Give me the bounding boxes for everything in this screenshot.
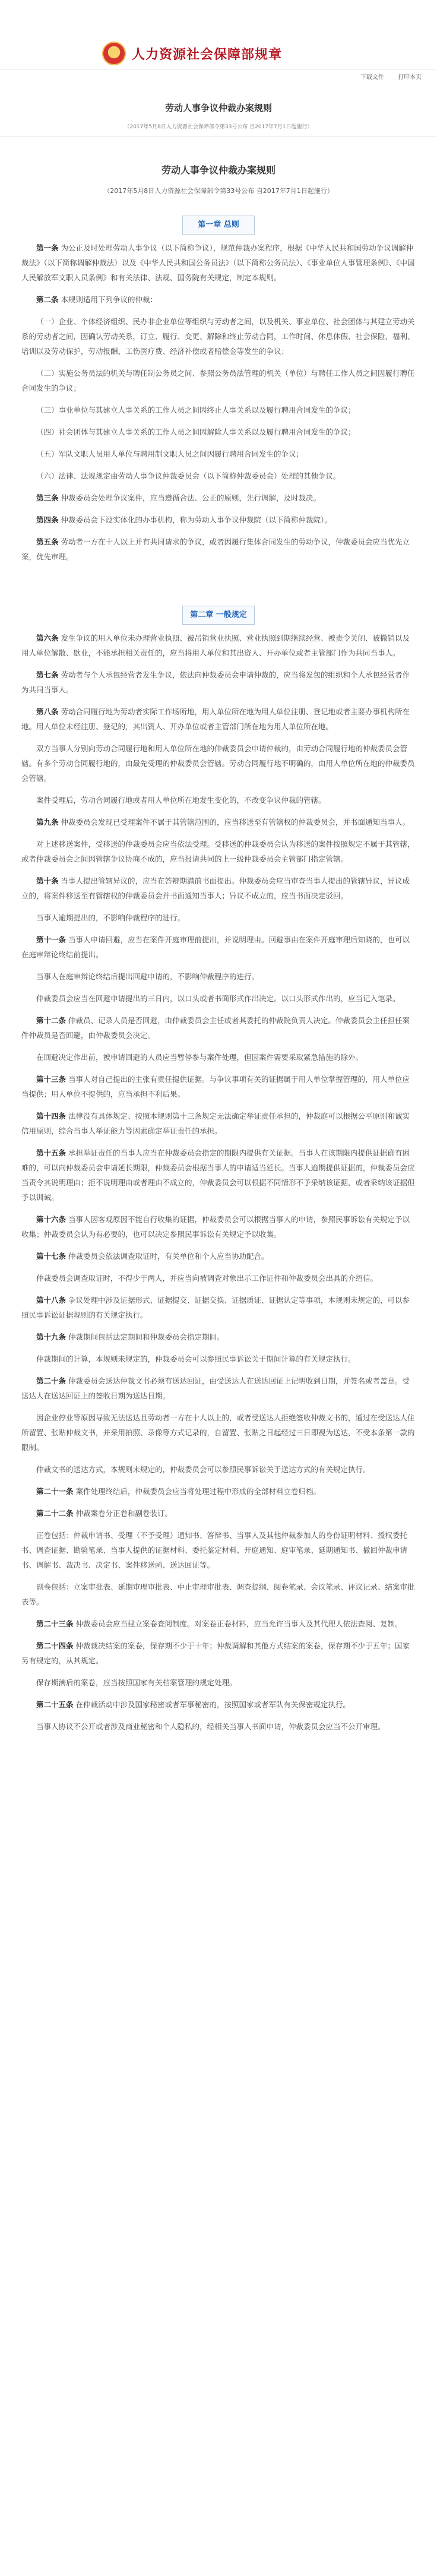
article-number: 第四条 <box>36 515 59 524</box>
article-paragraph <box>21 667 416 697</box>
paragraph-text: 当事人对自己提出的主张有责任提供证据。与争议事项有关的证据属于用人单位掌握管理的，用人单位应当提供；用人单位不提供的，应当承担不利后果。 <box>21 1075 410 1099</box>
article-number: 第二十条 <box>36 1376 66 1385</box>
paragraph-text: 案件处理终结后，仲裁委员会应当将处理过程中形成的全部材料立卷归档。 <box>75 1487 321 1496</box>
article-paragraph <box>21 1462 416 1477</box>
paragraph-text: 仲裁委员会应当在回避申请提出的三日内，以口头或者书面形式作出决定。以口头形式作出的，应当记入笔录。 <box>36 994 400 1003</box>
paragraph-text: 仲裁委员会依法调查取证时，有关单位和个人应当协助配合。 <box>68 1252 269 1261</box>
article-paragraph <box>21 1293 416 1322</box>
article-paragraph <box>21 512 416 527</box>
paragraph-text: 当事人协议不公开或者涉及商业秘密和个人隐私的，经相关当事人书面申请，仲裁委员会应当不公开审理。 <box>36 1722 385 1731</box>
article-paragraph <box>21 910 416 925</box>
article-source: （2017年5月8日人力资源社会保障部令第33号公布 自2017年7月1日起施行） <box>103 187 334 195</box>
article-paragraph <box>21 1484 416 1499</box>
article-paragraph <box>21 425 416 439</box>
article-paragraph <box>21 741 416 786</box>
paragraph-text: 当事人在庭审辩论终结后提出回避申请的，不影响仲裁程序的进行。 <box>36 972 259 981</box>
article-paragraph <box>21 314 416 359</box>
paragraph-text: 仲裁裁决结案的案卷，保存期不少于十年；仲裁调解和其他方式结案的案卷，保存期不少于五年；国家另有规定的，从其规定。 <box>21 1641 410 1665</box>
article-paragraph <box>21 490 416 505</box>
banner-source: （2017年5月8日人力资源社会保障部令第33号公布 自2017年7月1日起施行） <box>124 124 313 130</box>
article-paragraph <box>21 1506 416 1521</box>
article-paragraph <box>21 1697 416 1712</box>
article-number: 第二十一条 <box>36 1487 74 1496</box>
article-paragraph <box>21 1050 416 1065</box>
chapter-heading: 第一章 总则 <box>182 216 255 235</box>
article-number: 第二十五条 <box>36 1700 74 1709</box>
article-number: 第九条 <box>36 818 59 827</box>
article-number: 第十四条 <box>36 1112 66 1121</box>
paragraph-text: 劳动者一方在十人以上并有共同请求的争议，或者因履行集体合同发生的劳动争议，仲裁委员会应当优先立案，优先审理。 <box>21 537 410 561</box>
paragraph-text: 当事人申请回避，应当在案件开庭审理前提出，并说明理由。回避事由在案件开庭审理后知晓的，也可以在庭审辩论终结前提出。 <box>21 935 410 959</box>
paragraph-text: 仲裁委员会发现已受理案件不属于其管辖范围的，应当移送至有管辖权的仲裁委员会，并书面通知当事人。 <box>61 818 410 827</box>
article-paragraph <box>21 1330 416 1344</box>
paragraph-text: 仲裁期间包括法定期间和仲裁委员会指定期间。 <box>68 1333 224 1341</box>
paragraph-text: 因企业停业等原因导致无法送达且劳动者一方在十人以上的，或者受送达人拒绝签收仲裁文书的，通过在受送达人住所留置、张贴仲裁文书，并采用拍照、录像等方式记录的，自留置、张贴之日起经过三日即视为送达，不受本条第一款的限制。 <box>21 1413 415 1452</box>
article-number: 第十条 <box>36 876 59 885</box>
article-paragraph <box>21 1072 416 1102</box>
article-number: 第十五条 <box>36 1148 66 1157</box>
article-number: 第一条 <box>36 243 59 252</box>
paragraph-text: 劳动合同履行地为劳动者实际工作场所地，用人单位所在地为用人单位注册、登记地或者主要办事机构所在地。用人单位未经注册、登记的，其出资人、开办单位或者主管部门所在地为用人单位所在地。 <box>21 707 410 731</box>
article-header <box>0 137 437 195</box>
paragraph-text: 副卷包括：立案审批表、延期审理审批表、中止审理审批表、调查提纲、阅卷笔录、会议笔录、评议记录、结案审批表等。 <box>21 1583 415 1606</box>
national-emblem-icon: ★ <box>102 42 126 65</box>
article-number: 第二十四条 <box>36 1641 74 1650</box>
article-paragraph <box>21 403 416 417</box>
article-paragraph <box>21 1675 416 1690</box>
paragraph-text: 法律没有具体规定、按照本规则第十三条规定无法确定举证责任承担的，仲裁庭可以根据公平原则和诚实信用原则，综合当事人举证能力等因素确定举证责任的承担。 <box>21 1112 410 1135</box>
paragraph-text: 当事人逾期提出的，不影响仲裁程序的进行。 <box>36 913 185 922</box>
site-header <box>0 0 437 81</box>
paragraph-text: （一）企业、个体经济组织、民办非企业单位等组织与劳动者之间，以及机关、事业单位、社会团体与其建立劳动关系的劳动者之间，因确认劳动关系，订立、履行、变更、解除和终止劳动合同，工作时间、休息休假、社会保险、福利、培训以及劳动保护，劳动报酬、工伤医疗费、经济补偿或者赔偿金等发生的争议； <box>21 317 415 356</box>
paragraph-text: 仲裁文书的送达方式，本规则未规定的，仲裁委员会可以参照民事诉讼关于送达方式的有关规定执行。 <box>36 1465 370 1474</box>
article-paragraph <box>21 837 416 866</box>
article-paragraph <box>21 447 416 461</box>
article-paragraph <box>21 1528 416 1572</box>
article-paragraph <box>21 1719 416 1734</box>
article-paragraph <box>21 1374 416 1403</box>
article-number: 第二十三条 <box>36 1619 74 1628</box>
article-paragraph <box>21 793 416 808</box>
article-number: 第十一条 <box>36 935 66 944</box>
paragraph-text: 双方当事人分别向劳动合同履行地和用人单位所在地的仲裁委员会申请仲裁的，由劳动合同履行地的仲裁委员会管辖。有多个劳动合同履行地的，由最先受理的仲裁委员会管辖。劳动合同履行地不明确的，由用人单位所在地的仲裁委员会管辖。 <box>21 744 415 783</box>
article-paragraph <box>21 704 416 734</box>
article-paragraph <box>21 1580 416 1609</box>
article-paragraph <box>21 1638 416 1668</box>
paragraph-text: 案件受理后，劳动合同履行地或者用人单位所在地发生变化的，不改变争议仲裁的管辖。 <box>36 796 326 805</box>
paragraph-text: 为公正及时处理劳动人事争议（以下简称争议），规范仲裁办案程序，根据《中华人民共和国劳动争议调解仲裁法》（以下简称调解仲裁法）以及《中华人民共和国公务员法》（以下简称公务员法）、《事业单位人事管理条例》、《中国人民解放军文职人员条例》和有关法律、法规、国务院有关规定，制定本规则。 <box>21 243 415 282</box>
article-number: 第二条 <box>36 295 59 304</box>
paragraph-text: 仲裁委员会调查取证时，不得少于两人，并应当向被调查对象出示工作证件和仲裁委员会出具的介绍信。 <box>36 1274 378 1283</box>
article-paragraph <box>21 1212 416 1242</box>
article-number: 第六条 <box>36 634 59 643</box>
paragraph-text: 在仲裁活动中涉及国家秘密或者军事秘密的，按照国家或者军队有关保密规定执行。 <box>75 1700 351 1709</box>
article-paragraph <box>21 1410 416 1455</box>
article-number: 第二十二条 <box>36 1509 74 1518</box>
article-number: 第三条 <box>36 493 59 502</box>
article-number: 第十八条 <box>36 1296 66 1305</box>
paragraph-text: 当事人提出管辖异议的，应当在答辩期满前书面提出。仲裁委员会应当审查当事人提出的管辖异议，异议成立的，将案件移送至有管辖权的仲裁委员会并书面通知当事人；异议不成立的，应当书面决定驳回。 <box>21 876 410 900</box>
paragraph-text: 本规则适用下列争议的仲裁： <box>61 295 158 304</box>
article-paragraph <box>21 969 416 984</box>
article-number: 第十九条 <box>36 1333 66 1341</box>
article-paragraph <box>21 1352 416 1366</box>
paragraph-text: 仲裁委员会下设实体化的办事机构，称为劳动人事争议仲裁院（以下简称仲裁院）。 <box>61 515 332 524</box>
download-link[interactable]: 下载文件 <box>360 74 384 81</box>
article-number: 第十七条 <box>36 1252 66 1261</box>
paragraph-text: 正卷包括：仲裁申请书、受理（不予受理）通知书、答辩书、当事人及其他仲裁参加人的身份证明材料、授权委托书、调查证据、勘验笔录、当事人提供的证据材料、委托鉴定材料、开庭通知、庭审笔录、延期通知书、撤回仲裁申请书、调解书、裁决书、决定书、案件移送函、送达回证等。 <box>21 1531 408 1569</box>
paragraph-text: 在回避决定作出前，被申请回避的人员应当暂停参与案件处理，但因案件需要采取紧急措施的除外。 <box>36 1053 363 1062</box>
article-paragraph <box>21 932 416 962</box>
paragraph-text: （四）社会团体与其建立人事关系的工作人员之间因解除人事关系以及履行聘用合同发生的争议； <box>36 428 356 436</box>
article-paragraph <box>21 366 416 395</box>
paragraph-text: 发生争议的用人单位未办理营业执照、被吊销营业执照、营业执照到期继续经营、被责令关闭、被撤销以及用人单位解散、歇业，不能承担相关责任的，应当将用人单位和其出资人、开办单位或者主管部门作为共同当事人。 <box>21 634 410 657</box>
article-number: 第七条 <box>36 670 59 679</box>
paragraph-text: 争议处理中涉及证据形式、证据提交、证据交换、证据质证、证据认定等事项，本规则未规定的，可以参照民事诉讼证据规则的有关规定执行。 <box>21 1296 410 1319</box>
article-paragraph <box>21 1109 416 1138</box>
paragraph-text: 仲裁委员会送达仲裁文书必须有送达回证，由受送达人在送达回证上记明收到日期，并签名或者盖章。受送达人在送达回证上的签收日期为送达日期。 <box>21 1376 410 1400</box>
article-paragraph <box>21 874 416 903</box>
paragraph-text: 仲裁期间的计算，本规则未规定的，仲裁委员会可以参照民事诉讼关于期间计算的有关规定执行。 <box>36 1355 356 1363</box>
article-paragraph <box>21 1013 416 1043</box>
paragraph-text: 承担举证责任的当事人应当在仲裁委员会指定的期限内提供有关证据。当事人在该期限内提供证据确有困难的，可以向仲裁委员会申请延长期限，仲裁委员会根据当事人的申请适当延长。当事人逾期提供证据的，仲裁委员会应当责令其说明理由；拒不说明理由或者理由不成立的，仲裁委员会可以根据不同情形不予采纳该证据，或者采纳该证据但予以训诫。 <box>21 1148 415 1202</box>
paragraph-text: 保存期满后的案卷，应当按照国家有关档案管理的规定处理。 <box>36 1678 237 1687</box>
article-title: 劳动人事争议仲裁办案规则 <box>161 164 276 176</box>
article-number: 第五条 <box>36 537 59 546</box>
paragraph-text: （六）法律、法规规定由劳动人事争议仲裁委员会（以下简称仲裁委员会）处理的其他争议。 <box>36 471 341 480</box>
banner-title: 劳动人事争议仲裁办案规则 <box>164 103 272 113</box>
article-paragraph <box>21 292 416 307</box>
article-number: 第十六条 <box>36 1215 66 1224</box>
paragraph-text: 当事人因客观原因不能自行收集的证据，仲裁委员会可以根据当事人的申请，参照民事诉讼有关规定予以收集；仲裁委员会认为有必要的，也可以决定参照民事诉讼有关规定予以收集。 <box>21 1215 410 1239</box>
article-paragraph <box>21 534 416 564</box>
paragraph-text: （五）军队文职人员用人单位与聘用制文职人员之间因履行聘用合同发生的争议； <box>36 450 304 458</box>
chapter-heading: 第二章 一般规定 <box>182 606 255 625</box>
paragraph-text: 仲裁案卷分正卷和副卷装订。 <box>75 1509 173 1518</box>
article-paragraph <box>21 240 416 285</box>
article-paragraph <box>21 815 416 830</box>
paragraph-text: 劳动者与个人承包经营者发生争议，依法向仲裁委员会申请仲裁的，应当将发包的组织和个人承包经营者作为共同当事人。 <box>21 670 410 694</box>
article-paragraph <box>21 1616 416 1631</box>
article-paragraph <box>21 631 416 660</box>
paragraph-text: （二）实施公务员法的机关与聘任制公务员之间、参照公务员法管理的机关（单位）与聘任工作人员之间因履行聘任合同发生的争议； <box>21 369 415 393</box>
article-paragraph <box>21 1145 416 1205</box>
header-links <box>349 72 422 81</box>
article-paragraph <box>21 991 416 1006</box>
article-paragraph <box>21 1271 416 1286</box>
paragraph-text: 仲裁员、记录人员是否回避，由仲裁委员会主任或者其委托的仲裁院负责人决定。仲裁委员会主任担任案件仲裁员是否回避，由仲裁委员会决定。 <box>21 1016 410 1040</box>
paragraph-text: （三）事业单位与其建立人事关系的工作人员之间因终止人事关系以及履行聘用合同发生的争议； <box>36 406 356 414</box>
article-number: 第十三条 <box>36 1075 66 1084</box>
print-link[interactable]: 打印本页 <box>398 74 422 81</box>
article-number: 第八条 <box>36 707 59 716</box>
article-paragraph <box>21 469 416 483</box>
paragraph-text: 仲裁委员会应当建立案卷查阅制度。对案卷正卷材料，应当允许当事人及其代理人依法查阅、复制。 <box>75 1619 403 1628</box>
article-content <box>0 216 437 1734</box>
paragraph-text: 仲裁委员会处理争议案件，应当遵循合法、公正的原则，先行调解，及时裁决。 <box>61 493 321 502</box>
article-number: 第十二条 <box>36 1016 66 1025</box>
article-paragraph <box>21 1249 416 1264</box>
site-title: 人力资源社会保障部规章 <box>132 48 283 62</box>
paragraph-text: 对上述移送案件，受移送的仲裁委员会应当依法受理。受移送的仲裁委员会认为移送的案件按照规定不属于其管辖，或者仲裁委员会之间因管辖争议协商不成的，应当报请共同的上一级仲裁委员会主管部门指定管辖。 <box>21 840 415 863</box>
